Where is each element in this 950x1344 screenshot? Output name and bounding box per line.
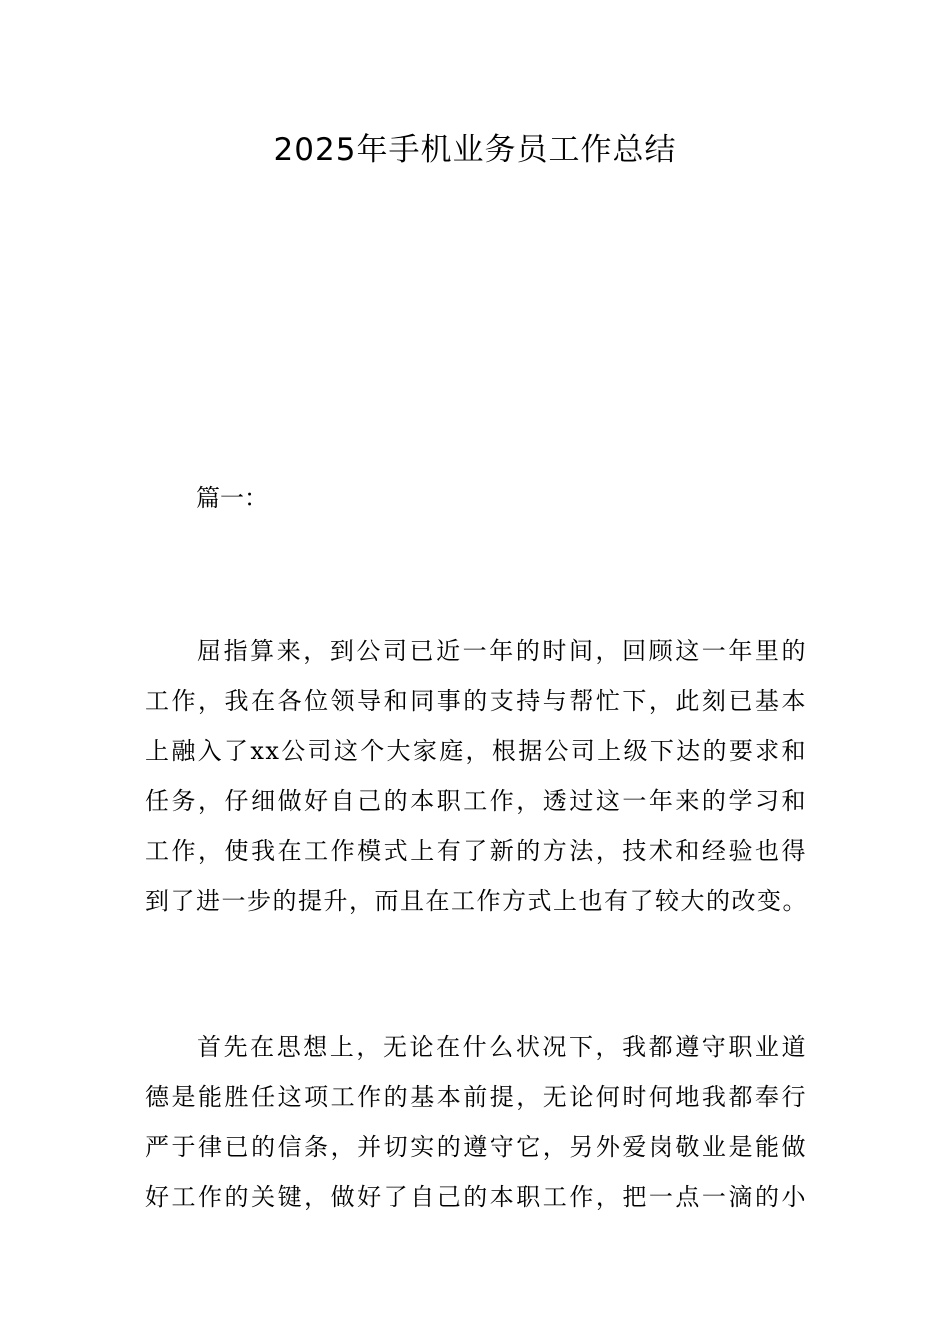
section-label: 篇一： xyxy=(196,484,268,512)
paragraph-line: 严于律已的信条，并切实的遵守它，另外爱岗敬业是能做 xyxy=(145,1133,807,1161)
paragraph-line: 上融入了xx公司这个大家庭，根据公司上级下达的要求和 xyxy=(145,737,807,765)
paragraph-line: 工作，我在各位领导和同事的支持与帮忙下，此刻已基本 xyxy=(145,687,807,715)
paragraph-2 xyxy=(145,1022,807,1222)
paragraph-line: 工作，使我在工作模式上有了新的方法，技术和经验也得 xyxy=(145,837,807,865)
paragraph-line: 首先在思想上，无论在什么状况下，我都遵守职业道 xyxy=(197,1033,807,1061)
paragraph-1 xyxy=(145,626,807,926)
paragraph-line: 到了进一步的提升，而且在工作方式上也有了较大的改变。 xyxy=(145,887,808,915)
paragraph-line: 德是能胜任这项工作的基本前提，无论何时何地我都奉行 xyxy=(145,1083,807,1111)
paragraph-line: 任务，仔细做好自己的本职工作，透过这一年来的学习和 xyxy=(145,787,807,815)
document-title: 2025年手机业务员工作总结 xyxy=(273,132,677,168)
paragraph-line: 屈指算来，到公司已近一年的时间，回顾这一年里的 xyxy=(197,637,807,665)
paragraph-line: 好工作的关键，做好了自己的本职工作，把一点一滴的小 xyxy=(145,1183,807,1211)
